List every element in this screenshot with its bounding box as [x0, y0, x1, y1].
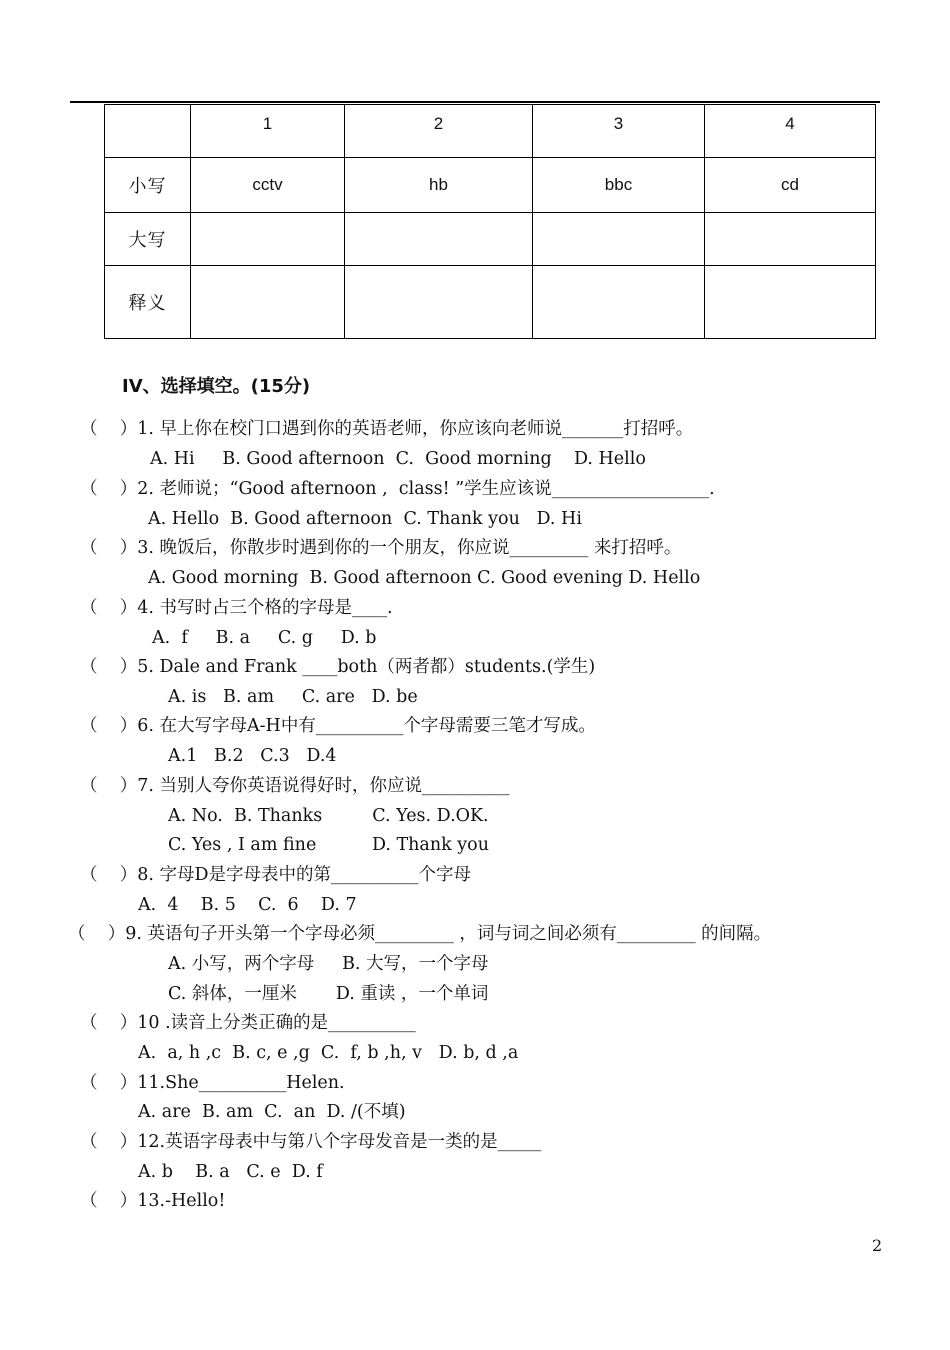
table-header: 2	[345, 105, 533, 158]
table-cell: bbc	[533, 158, 705, 213]
options: A. are B. am C. an D. /(不填)	[138, 1102, 406, 1122]
answer-cell[interactable]	[705, 213, 876, 266]
row-label: 大写	[105, 213, 191, 266]
options: A. Good morning B. Good afternoon C. Good evening D. Hello	[148, 568, 701, 588]
table-row	[105, 158, 876, 213]
table-header-row	[105, 105, 876, 158]
table-header: 1	[191, 105, 345, 158]
options: A. Hello B. Good afternoon C. Thank you D. Hi	[148, 509, 582, 529]
question-2: （ ）2. 老师说；“Good afternoon , class! ”学生应该说__________________.	[80, 479, 715, 499]
answer-cell[interactable]	[533, 266, 705, 339]
question-10: （ ）10 .读音上分类正确的是__________	[80, 1013, 416, 1033]
options: A. Hi B. Good afternoon C. Good morning D. Hello	[150, 449, 646, 469]
options: A. a, h ,c B. c, e ,g C. f, b ,h, v D. b, d ,a	[138, 1043, 519, 1063]
answer-cell[interactable]	[345, 266, 533, 339]
question-11: （ ）11.She__________Helen.	[80, 1073, 345, 1093]
question-6: （ ）6. 在大写字母A-H中有__________个字母需要三笔才写成。	[80, 716, 596, 736]
options: A. 小写，两个字母 B. 大写，一个字母	[168, 954, 489, 974]
options: A. b B. a C. e D. f	[138, 1162, 323, 1182]
header-rule	[70, 101, 880, 103]
answer-cell[interactable]	[705, 266, 876, 339]
table-cell: cctv	[191, 158, 345, 213]
table-cell: cd	[705, 158, 876, 213]
table-cell: hb	[345, 158, 533, 213]
answer-cell[interactable]	[533, 213, 705, 266]
question-7: （ ）7. 当别人夸你英语说得好时，你应说__________	[80, 776, 510, 796]
options: A. f B. a C. g D. b	[152, 628, 377, 648]
table-row	[105, 213, 876, 266]
table-row	[105, 266, 876, 339]
question-4: （ ）4. 书写时占三个格的字母是____.	[80, 598, 393, 618]
options: C. 斜体，一厘米 D. 重读 ，一个单词	[168, 984, 489, 1004]
answer-cell[interactable]	[345, 213, 533, 266]
options: C. Yes , I am fine D. Thank you	[168, 835, 489, 855]
options: A. is B. am C. are D. be	[168, 687, 418, 707]
table-header: 3	[533, 105, 705, 158]
options: A. No. B. Thanks C. Yes. D.OK.	[168, 806, 489, 826]
question-13: （ ）13.-Hello!	[80, 1191, 226, 1211]
question-1: （ ）1. 早上你在校门口遇到你的英语老师，你应该向老师说_______打招呼。	[80, 419, 694, 439]
letter-table	[104, 104, 876, 339]
row-label: 释义	[105, 266, 191, 339]
options: A.1 B.2 C.3 D.4	[168, 746, 337, 766]
page-number: 2	[872, 1236, 883, 1255]
answer-cell[interactable]	[191, 213, 345, 266]
question-5: （ ）5. Dale and Frank ____both（两者都）students.(学生)	[80, 657, 596, 677]
section-title: IV、选择填空。(15分)	[122, 376, 311, 397]
table-header: 4	[705, 105, 876, 158]
question-8: （ ）8. 字母D是字母表中的第__________个字母	[80, 865, 472, 885]
question-3: （ ）3. 晚饭后，你散步时遇到你的一个朋友，你应说_________ 来打招呼。	[80, 538, 682, 558]
question-12: （ ）12.英语字母表中与第八个字母发音是一类的是_____	[80, 1132, 542, 1152]
table-cell	[105, 105, 191, 158]
options: A. 4 B. 5 C. 6 D. 7	[138, 895, 357, 915]
answer-cell[interactable]	[191, 266, 345, 339]
row-label: 小写	[105, 158, 191, 213]
question-9: （ ）9. 英语句子开头第一个字母必须_________ ，词与词之间必须有_________ 的间隔。	[68, 924, 772, 944]
